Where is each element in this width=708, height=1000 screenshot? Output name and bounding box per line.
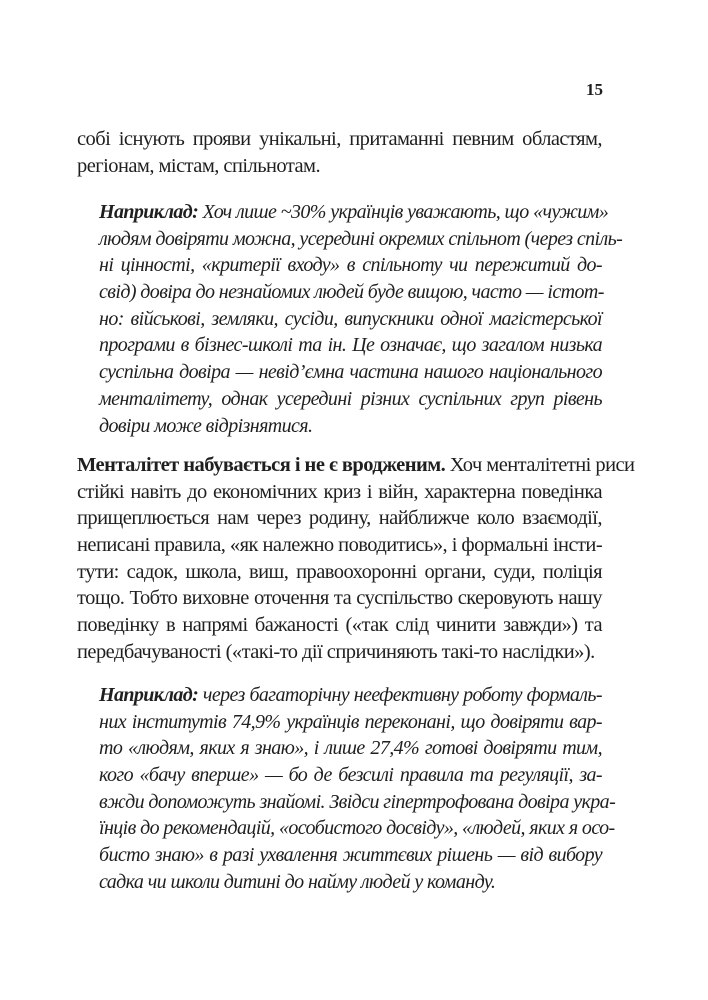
text-line: менталітету, однак усередині різних суспільних груп рівень xyxy=(99,387,602,410)
example-label: Наприклад: xyxy=(99,201,199,223)
text-line: передбачуваності («такі-то дії спричиняють такі-то наслідки»). xyxy=(77,640,595,663)
text-line: людям довіряти можна, усередині окремих спільнот (через спіль- xyxy=(99,227,623,250)
text-line: но: військові, земляки, сусіди, випускники одної магістерської xyxy=(99,307,602,330)
text-line: стійкі навіть до економічних криз і війн, характерна поведінка xyxy=(77,480,602,503)
text-line: свід) довіра до незнайомих людей буде вищою, часто — істот- xyxy=(99,281,604,304)
text-line: собі існують прояви унікальні, притаманні певним областям, xyxy=(77,128,602,150)
text-line: вжди допоможуть знайомі. Звідси гіпертрофована довіра укра- xyxy=(99,790,616,813)
text-line: то «людям, яких я знаю», і лише 27,4% готові довіряти тим, xyxy=(99,737,602,760)
text-line: тути: садок, школа, виш, правоохоронні органи, суди, поліція xyxy=(77,560,602,583)
text-line: суспільна довіра — невід’ємна частина нашого національного xyxy=(99,361,602,384)
text-line: бисто знаю» в разі ухвалення життєвих рішень — від вибору xyxy=(99,844,602,867)
paragraph-mentality xyxy=(77,452,635,666)
text-line xyxy=(77,452,635,479)
text-fragment: через багаторічну неефективну роботу формаль- xyxy=(198,684,602,706)
text-line xyxy=(99,199,609,226)
example-block-institutions xyxy=(99,682,616,896)
text-line: програми в бізнес-школі та ін. Це означає, що загалом низька xyxy=(99,334,602,357)
text-fragment: Хоч лише ~30% українців уважають, що «чужим» xyxy=(198,201,609,223)
text-line: садка чи школи дитині до найму людей у команду. xyxy=(99,870,496,893)
text-line: кого «бачу вперше» — бо де безсилі правила та регуляції, за- xyxy=(99,764,602,787)
text-fragment: Хоч менталітетні риси xyxy=(445,454,635,476)
paragraph-lead: Менталітет набувається і не є вродженим. xyxy=(77,454,446,476)
text-line: регіонам, містам, спільнотам. xyxy=(77,154,321,177)
example-block-trust xyxy=(99,199,623,439)
text-line: тощо. Тобто виховне оточення та суспільство скеровують нашу xyxy=(77,587,602,610)
paragraph-continuation xyxy=(77,126,602,179)
text-line: поведінку в напрямі бажаності («так слід чинити завжди») та xyxy=(77,614,602,637)
text-line: неписані правила, «як належно поводитись», і формальні інсти- xyxy=(77,534,603,557)
text-line: прищеплюється нам через родину, найближче коло взаємодії, xyxy=(77,507,602,530)
example-label: Наприклад: xyxy=(99,684,199,706)
text-line: довіри може відрізнятися. xyxy=(99,414,313,437)
text-line: їнців до рекомендацій, «особистого досвіду», «людей, яких я осо- xyxy=(99,817,615,840)
text-line xyxy=(99,682,602,709)
page-number: 15 xyxy=(586,80,603,99)
text-line: них інститутів 74,9% українців переконані, що довіряти вар- xyxy=(99,710,602,733)
text-line: ні цінності, «критерії входу» в спільноту чи пережитий до- xyxy=(99,254,602,277)
